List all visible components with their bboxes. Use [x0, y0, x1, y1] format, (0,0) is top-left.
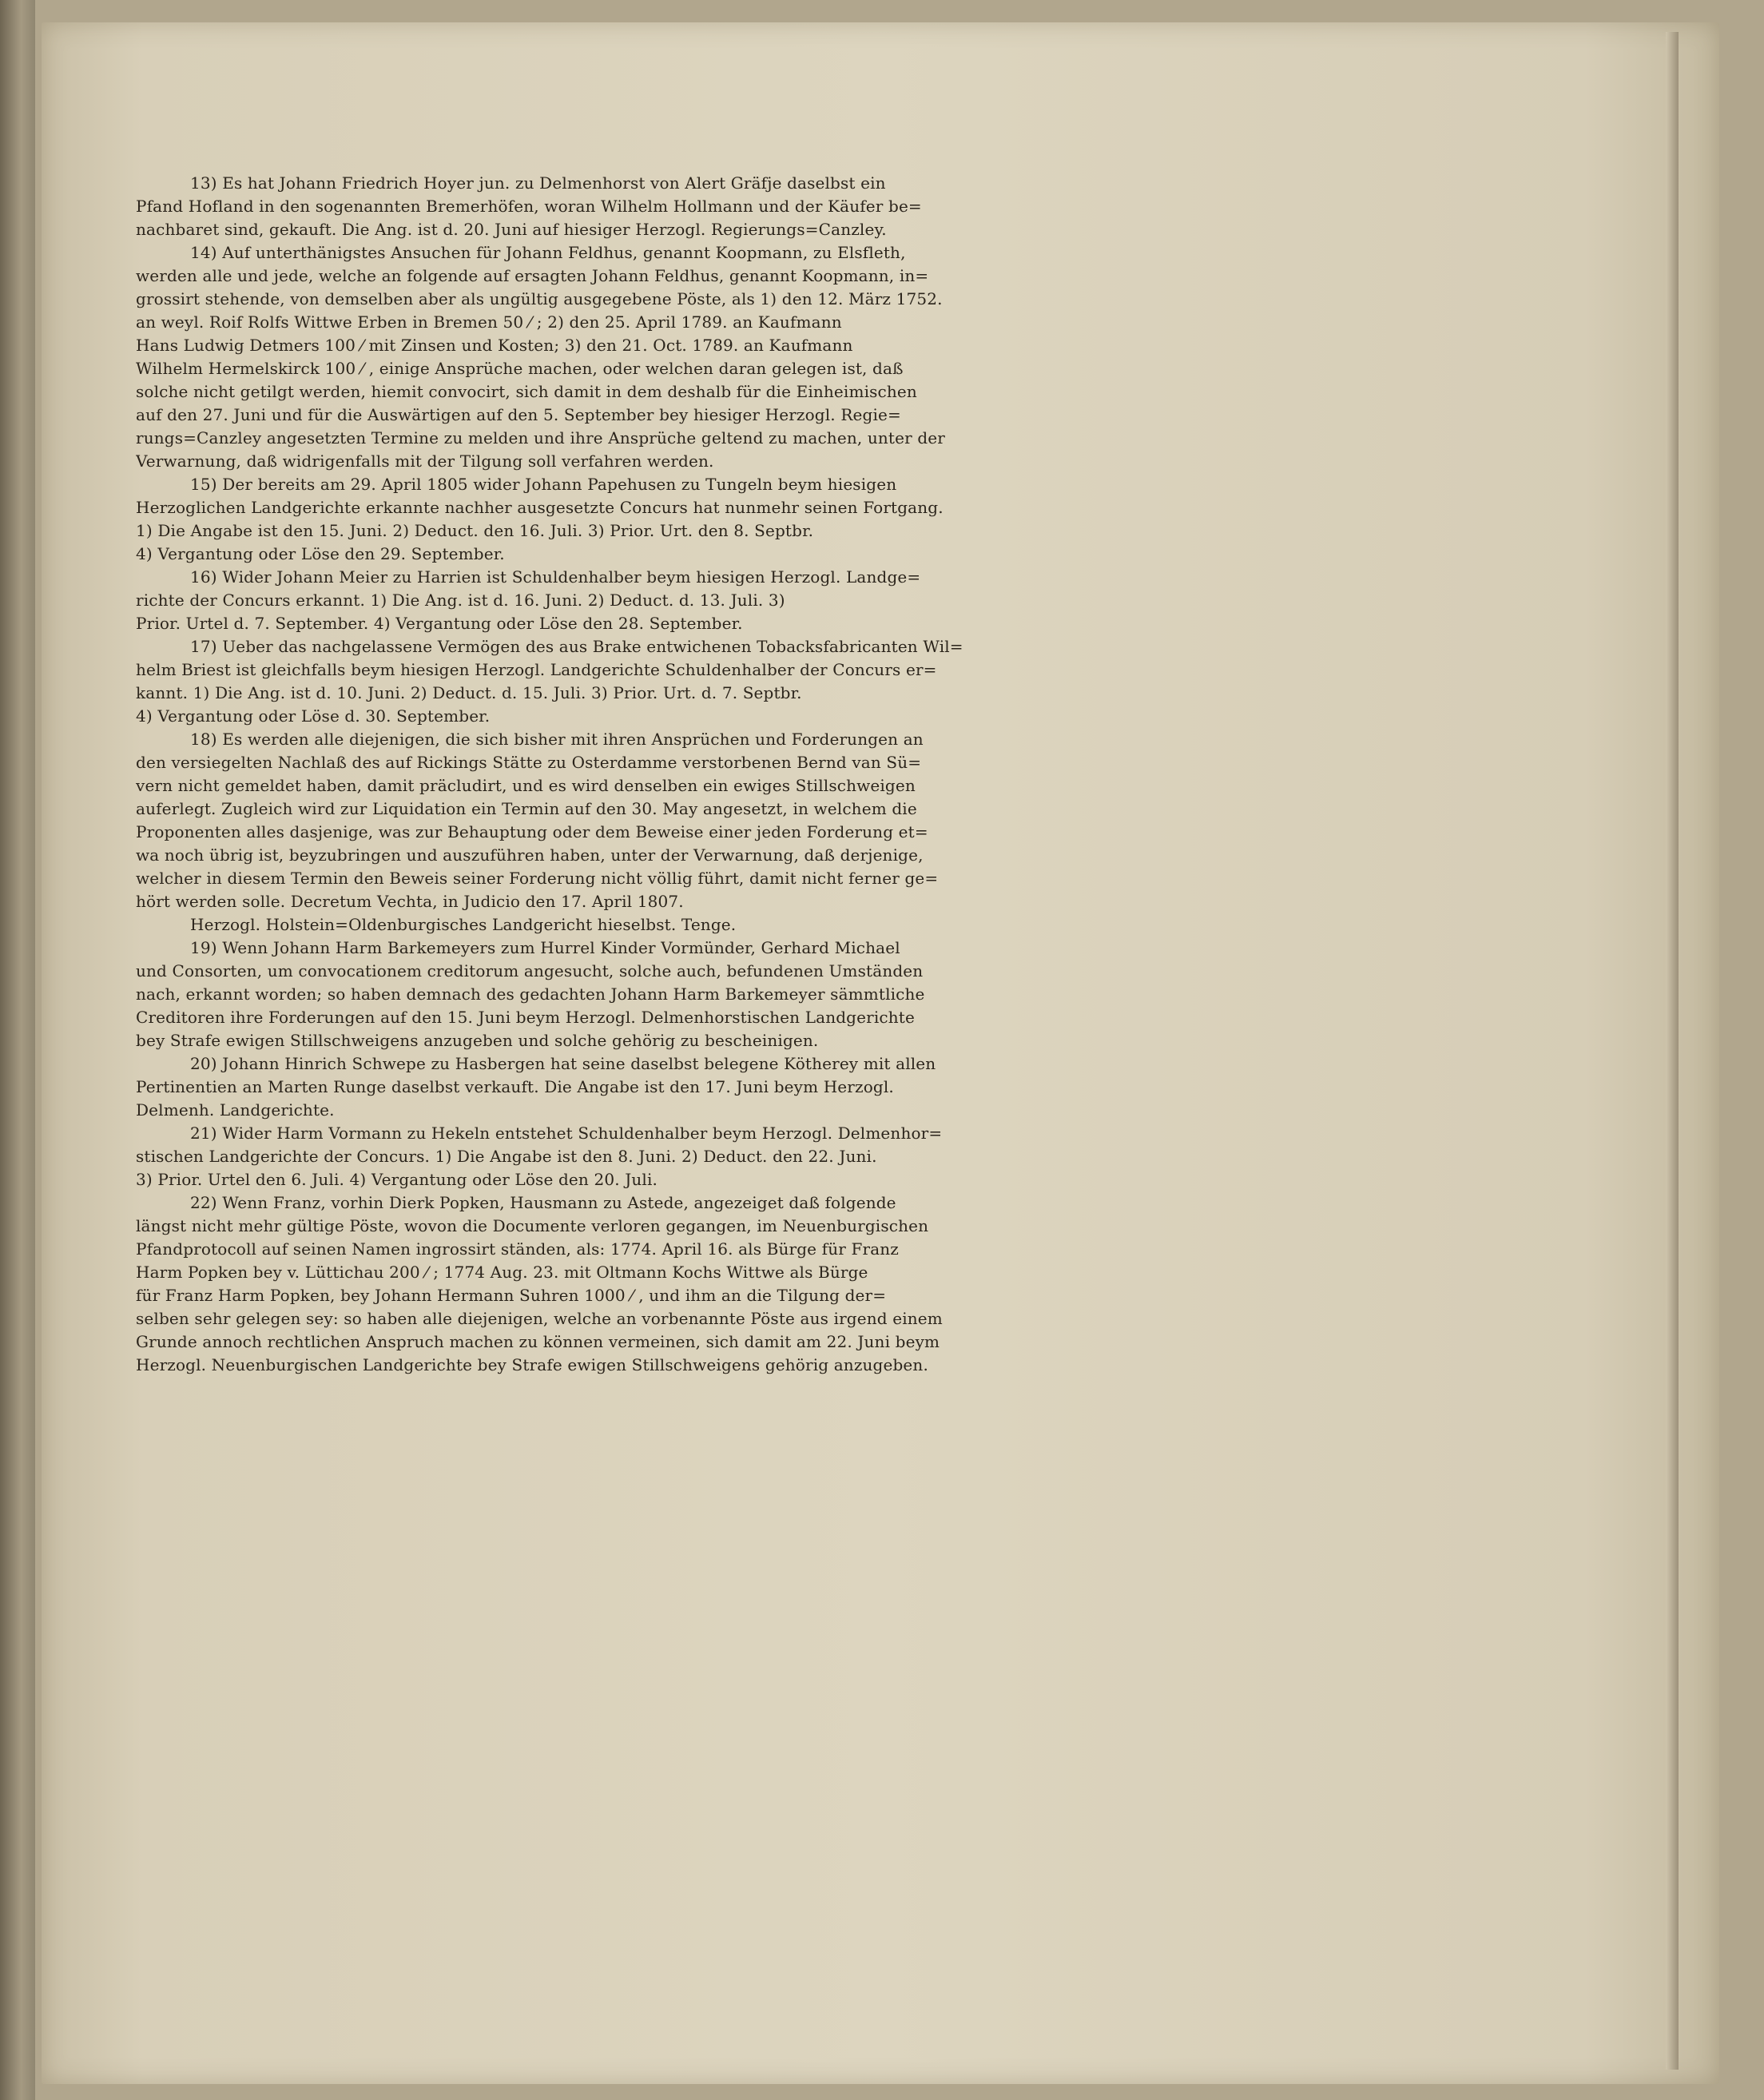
text-line: 18) Es werden alle diejenigen, die sich bisher mit ihren Ansprüchen und Forderungen an: [190, 730, 924, 749]
text-line: Grunde annoch rechtlichen Anspruch machen zu können vermeinen, sich damit am 22. Juni beym: [136, 1332, 940, 1351]
text-line: 14) Auf unterthänigstes Ansuchen für Johann Feldhus, genannt Koopmann, zu Elsfleth,: [190, 243, 906, 262]
text-line: werden alle und jede, welche an folgende auf ersagten Johann Feldhus, genannt Koopmann, in=: [136, 266, 929, 285]
text-line: für Franz Harm Popken, bey Johann Hermann Suhren 1000 ⁄ , und ihm an die Tilgung der=: [136, 1286, 887, 1305]
text-line: 19) Wenn Johann Harm Barkemeyers zum Hurrel Kinder Vormünder, Gerhard Michael: [190, 938, 900, 957]
text-line: 1) Die Angabe ist den 15. Juni. 2) Deduct. den 16. Juli. 3) Prior. Urt. den 8. Septbr.: [136, 521, 814, 540]
text-line: kannt. 1) Die Ang. ist d. 10. Juni. 2) Deduct. d. 15. Juli. 3) Prior. Urt. d. 7. Septbr.: [136, 683, 802, 702]
text-line: den versiegelten Nachlaß des auf Rickings Stätte zu Osterdamme verstorbenen Bernd van Sü=: [136, 753, 922, 772]
text-line: nach, erkannt worden; so haben demnach des gedachten Johann Harm Barkemeyer sämmtliche: [136, 984, 925, 1004]
text-line: selben sehr gelegen sey: so haben alle diejenigen, welche an vorbenannte Pöste aus irgend einem: [136, 1309, 943, 1328]
text-line: bey Strafe ewigen Stillschweigens anzugeben und solche gehörig zu bescheinigen.: [136, 1031, 819, 1050]
page-edge: [1666, 32, 1679, 2070]
text-line: 4) Vergantung oder Löse den 29. September.: [136, 544, 505, 563]
text-line: Pertinentien an Marten Runge daselbst verkauft. Die Angabe ist den 17. Juni beym Herzogl.: [136, 1077, 894, 1096]
text-line: solche nicht getilgt werden, hiemit convocirt, sich damit in dem deshalb für die Einheimischen: [136, 382, 917, 401]
text-line: welcher in diesem Termin den Beweis seiner Forderung nicht völlig führt, damit nicht ferner ge=: [136, 869, 939, 888]
text-line: Herzogl. Holstein=Oldenburgisches Landgericht hieselbst. Tenge.: [190, 915, 737, 934]
text-line: Harm Popken bey v. Lüttichau 200 ⁄ ; 1774 Aug. 23. mit Oltmann Kochs Wittwe als Bürge: [136, 1263, 868, 1282]
text-line: nachbaret sind, gekauft. Die Ang. ist d. 20. Juni auf hiesiger Herzogl. Regierungs=Canzley.: [136, 220, 887, 239]
text-line: hört werden solle. Decretum Vechta, in Judicio den 17. April 1807.: [136, 892, 684, 911]
text-line: an weyl. Roif Rolfs Wittwe Erben in Bremen 50 ⁄ ; 2) den 25. April 1789. an Kaufmann: [136, 312, 842, 332]
text-line: 20) Johann Hinrich Schwepe zu Hasbergen hat seine daselbst belegene Kötherey mit allen: [190, 1054, 936, 1073]
text-line: richte der Concurs erkannt. 1) Die Ang. ist d. 16. Juni. 2) Deduct. d. 13. Juli. 3): [136, 591, 785, 610]
text-line: 4) Vergantung oder Löse d. 30. September.: [136, 706, 491, 726]
text-line: vern nicht gemeldet haben, damit präcludirt, und es wird denselben ein ewiges Stillschweigen: [136, 776, 916, 795]
text-line: und Consorten, um convocationem creditorum angesucht, solche auch, befundenen Umständen: [136, 961, 924, 980]
text-line: 13) Es hat Johann Friedrich Hoyer jun. zu Delmenhorst von Alert Gräfje daselbst ein: [190, 173, 886, 193]
text-line: Delmenh. Landgerichte.: [136, 1100, 335, 1120]
text-line: längst nicht mehr gültige Pöste, wovon die Documente verloren gegangen, im Neuenburgischen: [136, 1216, 929, 1235]
text-line: grossirt stehende, von demselben aber als ungültig ausgegebene Pöste, als 1) den 12. März 1752.: [136, 289, 943, 308]
text-line: Verwarnung, daß widrigenfalls mit der Tilgung soll verfahren werden.: [136, 451, 714, 471]
text-line: Pfandprotocoll auf seinen Namen ingrossirt ständen, als: 1774. April 16. als Bürge für Franz: [136, 1239, 899, 1259]
text-line: 16) Wider Johann Meier zu Harrien ist Schuldenhalber beym hiesigen Herzogl. Landge=: [190, 567, 921, 587]
text-line: 22) Wenn Franz, vorhin Dierk Popken, Hausmann zu Astede, angezeiget daß folgende: [190, 1193, 896, 1212]
text-line: auferlegt. Zugleich wird zur Liquidation ein Termin auf den 30. May angesetzt, in welchem die: [136, 799, 917, 818]
text-line: 3) Prior. Urtel den 6. Juli. 4) Vergantung oder Löse den 20. Juli.: [136, 1170, 658, 1189]
text-line: 17) Ueber das nachgelassene Vermögen des aus Brake entwichenen Tobacksfabricanten Wil=: [190, 637, 963, 656]
text-line: Pfand Hofland in den sogenannten Bremerhöfen, woran Wilhelm Hollmann und der Käufer be=: [136, 197, 922, 216]
text-line: Hans Ludwig Detmers 100 ⁄ mit Zinsen und Kosten; 3) den 21. Oct. 1789. an Kaufmann: [136, 336, 853, 355]
text-line: Prior. Urtel d. 7. September. 4) Vergantung oder Löse den 28. September.: [136, 614, 743, 633]
text-line: Herzogl. Neuenburgischen Landgerichte bey Strafe ewigen Stillschweigens gehörig anzugeben.: [136, 1355, 928, 1374]
text-line: auf den 27. Juni und für die Auswärtigen auf den 5. September bey hiesiger Herzogl. Regie=: [136, 405, 901, 424]
text-line: stischen Landgerichte der Concurs. 1) Die Angabe ist den 8. Juni. 2) Deduct. den 22. Juni.: [136, 1147, 877, 1166]
text-line: 15) Der bereits am 29. April 1805 wider Johann Papehusen zu Tungeln beym hiesigen: [190, 475, 897, 494]
book-spine: [0, 0, 35, 2100]
text-line: helm Briest ist gleichfalls beym hiesigen Herzogl. Landgerichte Schuldenhalber der Concurs er=: [136, 660, 937, 679]
text-line: Herzoglichen Landgerichte erkannte nachher ausgesetzte Concurs hat nunmehr seinen Fortgang.: [136, 498, 944, 517]
text-line: Wilhelm Hermelskirck 100 ⁄ , einige Ansprüche machen, oder welchen daran gelegen ist, daß: [136, 359, 904, 378]
text-line: 21) Wider Harm Vormann zu Hekeln entstehet Schuldenhalber beym Herzogl. Delmenhor=: [190, 1124, 943, 1143]
page-text: [136, 172, 1478, 1930]
text-line: Creditoren ihre Forderungen auf den 15. Juni beym Herzogl. Delmenhorstischen Landgerichte: [136, 1008, 915, 1027]
text-line: Proponenten alles dasjenige, was zur Behauptung oder dem Beweise einer jeden Forderung et=: [136, 822, 928, 841]
text-line: wa noch übrig ist, beyzubringen und auszuführen haben, unter der Verwarnung, daß derjenige,: [136, 845, 924, 865]
text-line: rungs=Canzley angesetzten Termine zu melden und ihre Ansprüche geltend zu machen, unter der: [136, 428, 945, 447]
